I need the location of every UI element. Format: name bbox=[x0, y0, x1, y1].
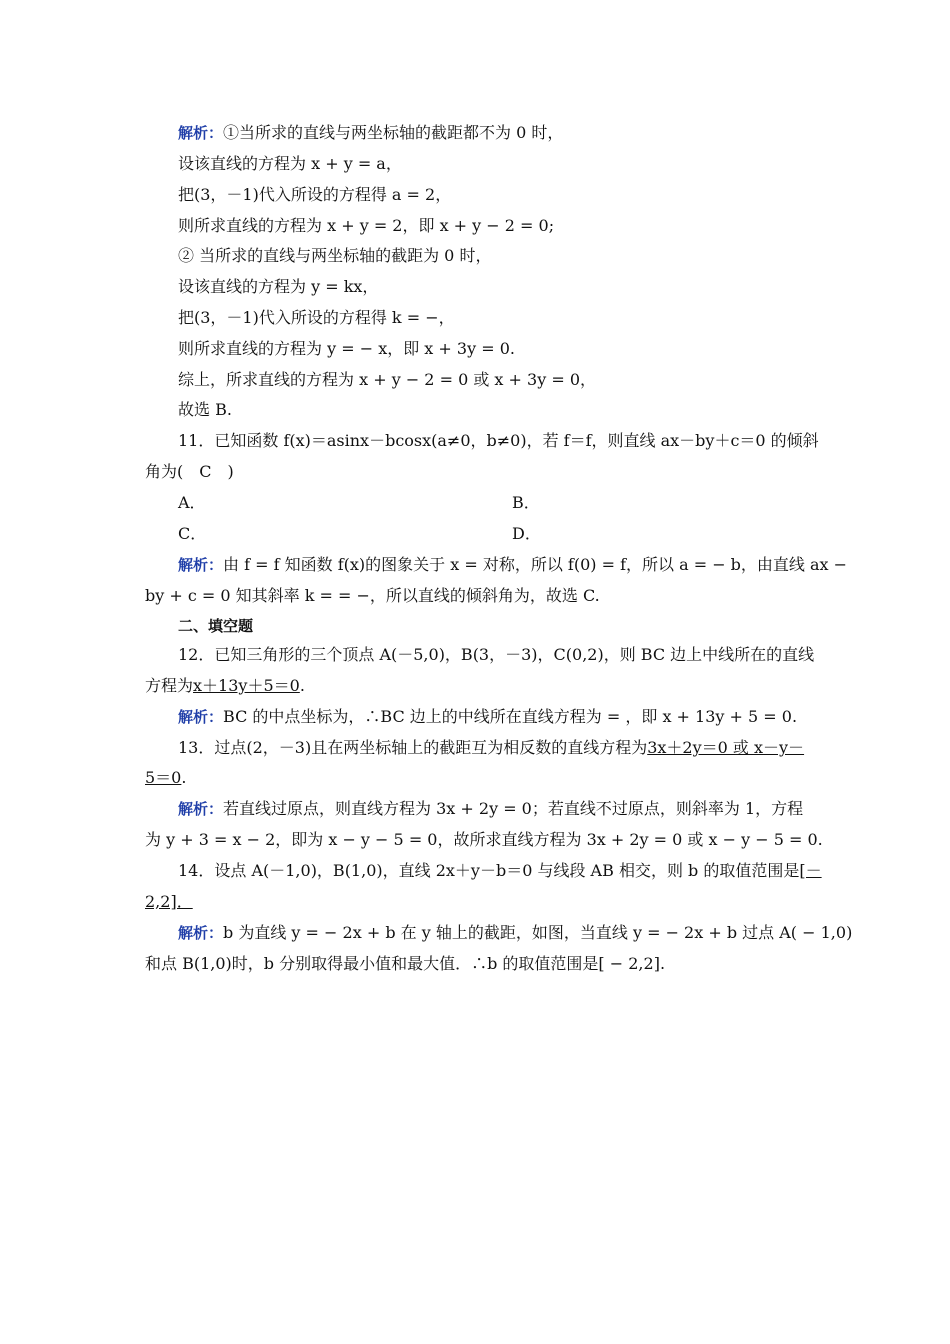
q12-suffix: . bbox=[299, 676, 305, 695]
q13-suffix: . bbox=[181, 768, 187, 787]
q12-stem-line-2 bbox=[145, 675, 305, 697]
q13-solution-line-2: 为 y + 3 = x − 2，即为 x − y − 5 = 0，故所求直线方程为 3x + 2y = 0 或 x − y − 5 = 0. bbox=[145, 830, 823, 849]
q11-stem-line-2: 角为( C ) bbox=[145, 462, 234, 481]
q11-stem-line-1: 11．已知函数 f(x)＝asinx－bcosx(a≠0，b≠0)，若 f＝f，则直线 ax－by＋c＝0 的倾斜 bbox=[178, 431, 819, 450]
q13-solution-line-1 bbox=[178, 798, 803, 820]
q12-solution-text: BC 的中点坐标为，∴BC 边上的中线所在直线方程为 = ，即 x + 13y + 5 = 0. bbox=[223, 707, 798, 726]
q13-answer-part-1: 3x＋2y＝0 或 x－y－ bbox=[647, 738, 805, 757]
q11-solution-line-1 bbox=[178, 554, 847, 576]
q14-stem-line-2 bbox=[145, 891, 193, 913]
solution-label: 解析： bbox=[178, 708, 224, 726]
sol10-line-1 bbox=[178, 122, 563, 144]
q11-option-a: A． bbox=[178, 493, 206, 512]
q11-option-c: C． bbox=[178, 524, 207, 543]
q12-solution-line bbox=[178, 706, 797, 728]
q12-stem-line-1: 12．已知三角形的三个顶点 A(－5,0)，B(3，－3)，C(0,2)，则 BC 边上中线所在的直线 bbox=[178, 645, 815, 664]
sol10-line-4: 则所求直线的方程为 x + y = 2，即 x + y − 2 = 0; bbox=[178, 216, 555, 235]
solution-label: 解析： bbox=[178, 924, 224, 942]
q13-solution-text-1: 若直线过原点，则直线方程为 3x + 2y = 0；若直线不过原点，则斜率为 1，方程 bbox=[223, 799, 804, 818]
solution-label: 解析： bbox=[178, 800, 224, 818]
solution-label: 解析： bbox=[178, 556, 224, 574]
sol10-text-1: ①当所求的直线与两坐标轴的截距都不为 0 时， bbox=[223, 123, 564, 142]
sol10-line-10: 故选 B. bbox=[178, 400, 232, 419]
sol10-line-2: 设该直线的方程为 x + y = a， bbox=[178, 154, 402, 173]
q14-answer-part-2: 2,2]． bbox=[145, 892, 193, 911]
q14-prefix: 14．设点 A(－1,0)，B(1,0)，直线 2x＋y－b＝0 与线段 AB 相交，则 b 的取值范围是 bbox=[178, 861, 800, 880]
q14-answer-part-1: [－ bbox=[799, 861, 822, 880]
q13-stem-line-1 bbox=[178, 737, 804, 759]
q14-solution-line-1 bbox=[178, 922, 852, 944]
sol10-line-7: 把(3，－1)代入所设的方程得 k = −， bbox=[178, 308, 455, 327]
sol10-line-6: 设该直线的方程为 y = kx， bbox=[178, 277, 379, 296]
q13-stem-line-2 bbox=[145, 767, 186, 789]
q14-stem-line-1 bbox=[178, 860, 822, 882]
q12-prefix: 方程为 bbox=[145, 676, 194, 695]
q14-solution-text-1: b 为直线 y = − 2x + b 在 y 轴上的截距，如图，当直线 y = − 2x + b 过点 A( − 1,0) bbox=[223, 923, 853, 942]
q11-solution-line-2: by + c = 0 知其斜率 k = = −，所以直线的倾斜角为，故选 C. bbox=[145, 586, 600, 605]
q11-option-b: B． bbox=[512, 493, 540, 512]
q11-option-d: D． bbox=[512, 524, 541, 543]
q13-prefix: 13．过点(2，－3)且在两坐标轴上的截距互为相反数的直线方程为 bbox=[178, 738, 648, 757]
sol10-line-3: 把(3，－1)代入所设的方程得 a = 2， bbox=[178, 185, 452, 204]
q12-answer: x＋13y＋5＝0 bbox=[193, 676, 300, 695]
sol10-line-8: 则所求直线的方程为 y = − x，即 x + 3y = 0. bbox=[178, 339, 515, 358]
q11-solution-text-1: 由 f = f 知函数 f(x)的图象关于 x = 对称，所以 f(0) = f，所以 a = − b，由直线 ax − bbox=[223, 555, 848, 574]
q14-solution-line-2: 和点 B(1,0)时，b 分别取得最小值和最大值．∴b 的取值范围是[ − 2,2]. bbox=[145, 954, 666, 973]
sol10-line-5: ② 当所求的直线与两坐标轴的截距为 0 时， bbox=[178, 246, 492, 265]
sol10-line-9: 综上，所求直线的方程为 x + y − 2 = 0 或 x + 3y = 0， bbox=[178, 370, 596, 389]
section-heading: 二、填空题 bbox=[178, 617, 254, 635]
q13-answer-part-2: 5＝0 bbox=[145, 768, 182, 787]
solution-label: 解析： bbox=[178, 124, 224, 142]
